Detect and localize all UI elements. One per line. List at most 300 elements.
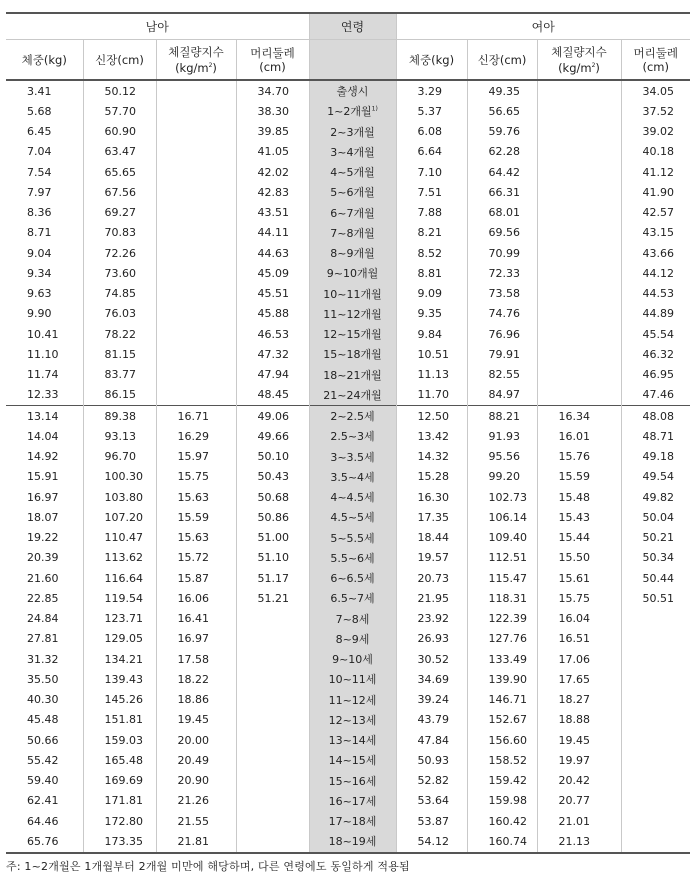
female-bmi-cell: 15.61 — [537, 568, 621, 588]
female-head-circumference-cell: 40.18 — [642, 145, 674, 159]
female-height-header: 신장(cm) — [467, 40, 537, 81]
female-bmi-cell: 20.42 — [537, 771, 621, 791]
table-row — [6, 730, 690, 750]
female-bmi-cell: 20.77 — [537, 791, 621, 811]
age-label: 17~18세 — [328, 815, 377, 829]
female-height-cell: 146.71 — [467, 690, 537, 710]
table-row — [6, 811, 690, 831]
female-bmi-cell — [537, 365, 621, 385]
male-head-circumference-cell: 45.09 — [236, 263, 309, 283]
age-cell — [309, 324, 396, 344]
male-bmi-cell — [156, 101, 236, 121]
male-bmi-cell: 15.75 — [156, 467, 236, 487]
male-head-circumference-cell: 41.05 — [236, 142, 309, 162]
male-weight-cell: 14.04 — [6, 426, 83, 446]
table-row — [6, 122, 690, 142]
age-label: 10~11개월 — [323, 287, 382, 301]
female-head-circumference-cell — [621, 609, 690, 629]
female-weight-cell: 53.64 — [396, 791, 467, 811]
male-height-cell: 123.71 — [83, 609, 156, 629]
female-weight-cell: 19.57 — [396, 548, 467, 568]
female-head-circumference-cell — [621, 750, 690, 770]
male-weight-cell: 59.40 — [6, 771, 83, 791]
male-height-cell: 116.64 — [83, 568, 156, 588]
female-height-cell: 91.93 — [467, 426, 537, 446]
female-weight-cell: 10.51 — [396, 344, 467, 364]
male-weight-cell: 7.04 — [6, 142, 83, 162]
table-row — [6, 162, 690, 182]
male-weight-cell: 7.97 — [6, 182, 83, 202]
age-label: 7~8개월 — [330, 226, 375, 240]
male-bmi-cell: 21.81 — [156, 831, 236, 852]
female-height-cell: 160.74 — [467, 831, 537, 852]
age-cell — [309, 811, 396, 831]
female-weight-cell: 8.81 — [396, 263, 467, 283]
age-label: 2~2.5세 — [330, 410, 375, 424]
age-cell — [309, 447, 396, 467]
male-head-circumference-cell — [236, 649, 309, 669]
male-weight-cell: 7.54 — [6, 162, 83, 182]
age-label: 9~10세 — [332, 653, 373, 667]
female-bmi-cell: 18.27 — [537, 690, 621, 710]
male-head-circumference-cell: 42.02 — [236, 162, 309, 182]
female-bmi-cell: 17.65 — [537, 669, 621, 689]
male-height-cell: 60.90 — [83, 122, 156, 142]
male-bmi-cell: 16.41 — [156, 609, 236, 629]
male-head-circumference-cell — [236, 750, 309, 770]
age-cell — [309, 304, 396, 324]
female-weight-cell: 9.84 — [396, 324, 467, 344]
female-height-cell: 115.47 — [467, 568, 537, 588]
age-cell — [309, 385, 396, 406]
male-weight-cell: 20.39 — [6, 548, 83, 568]
age-label: 1~2개월 — [327, 105, 372, 119]
age-label: 18~19세 — [328, 835, 377, 849]
age-cell — [309, 284, 396, 304]
female-weight-cell: 16.30 — [396, 487, 467, 507]
male-bmi-cell — [156, 344, 236, 364]
female-head-header: 머리둘레 (cm) — [621, 40, 690, 81]
age-cell — [309, 690, 396, 710]
male-bmi-cell — [156, 284, 236, 304]
age-cell — [309, 182, 396, 202]
female-bmi-cell — [537, 223, 621, 243]
age-cell — [309, 629, 396, 649]
age-cell — [309, 649, 396, 669]
male-head-circumference-cell: 45.88 — [236, 304, 309, 324]
female-bmi-cell — [537, 203, 621, 223]
male-height-cell: 69.27 — [83, 203, 156, 223]
male-bmi-cell: 21.55 — [156, 811, 236, 831]
female-weight-cell: 20.73 — [396, 568, 467, 588]
female-weight-cell: 52.82 — [396, 771, 467, 791]
male-head-circumference-cell — [236, 791, 309, 811]
footnote: 주: 1~2개월은 1개월부터 2개월 미만에 해당하며, 다른 연령에도 동일하게 적용됨 — [6, 859, 410, 873]
age-label: 11~12개월 — [323, 307, 382, 321]
female-head-circumference-cell: 49.18 — [642, 450, 674, 464]
male-bmi-cell: 16.06 — [156, 588, 236, 608]
table-row — [6, 609, 690, 629]
age-cell — [309, 487, 396, 507]
male-height-cell: 50.12 — [83, 80, 156, 101]
age-cell — [309, 771, 396, 791]
table-row — [6, 528, 690, 548]
male-bmi-header: 체질량지수 $(kg/m^2)$ — [156, 40, 236, 81]
female-bmi-cell: 18.88 — [537, 710, 621, 730]
female-bmi-cell: 15.75 — [537, 588, 621, 608]
male-height-cell: 57.70 — [83, 101, 156, 121]
male-head-circumference-cell: 39.85 — [236, 122, 309, 142]
female-bmi-cell — [537, 142, 621, 162]
female-height-cell: 112.51 — [467, 548, 537, 568]
female-head-circumference-cell: 46.32 — [642, 347, 674, 361]
female-bmi-cell — [537, 101, 621, 121]
female-weight-cell: 8.21 — [396, 223, 467, 243]
table-row — [6, 263, 690, 283]
female-weight-cell: 34.69 — [396, 669, 467, 689]
female-height-cell: 82.55 — [467, 365, 537, 385]
male-head-circumference-cell: 46.53 — [236, 324, 309, 344]
male-weight-cell: 45.48 — [6, 710, 83, 730]
female-head-circumference-cell: 41.90 — [642, 185, 674, 199]
age-cell — [309, 588, 396, 608]
male-bmi-cell — [156, 243, 236, 263]
female-head-circumference-cell: 41.12 — [642, 165, 674, 179]
table-row — [6, 467, 690, 487]
female-height-cell: 74.76 — [467, 304, 537, 324]
growth-chart-document — [6, 12, 690, 874]
female-bmi-cell: 16.04 — [537, 609, 621, 629]
female-bmi-cell: 16.51 — [537, 629, 621, 649]
male-height-cell: 145.26 — [83, 690, 156, 710]
female-bmi-cell — [537, 284, 621, 304]
male-head-circumference-cell — [236, 710, 309, 730]
male-head-circumference-cell — [236, 771, 309, 791]
female-weight-header: 체중(kg) — [396, 40, 467, 81]
male-height-cell: 89.38 — [83, 406, 156, 427]
female-height-cell: 127.76 — [467, 629, 537, 649]
female-weight-cell: 50.93 — [396, 750, 467, 770]
age-label: 6.5~7세 — [330, 592, 375, 606]
age-label: 4~5개월 — [330, 166, 375, 180]
age-cell — [309, 730, 396, 750]
age-label: 12~15개월 — [323, 328, 382, 342]
female-weight-cell: 6.08 — [396, 122, 467, 142]
male-head-circumference-cell: 44.11 — [236, 223, 309, 243]
female-height-cell: 84.97 — [467, 385, 537, 406]
male-weight-cell: 22.85 — [6, 588, 83, 608]
table-row — [6, 487, 690, 507]
male-head-circumference-cell: 51.17 — [236, 568, 309, 588]
age-label: 3~4개월 — [330, 145, 375, 159]
table-row — [6, 203, 690, 223]
female-bmi-cell — [537, 182, 621, 202]
male-weight-cell: 15.91 — [6, 467, 83, 487]
female-height-cell: 156.60 — [467, 730, 537, 750]
female-height-cell: 56.65 — [467, 101, 537, 121]
male-height-cell: 76.03 — [83, 304, 156, 324]
male-head-circumference-cell: 47.94 — [236, 365, 309, 385]
male-bmi-cell: 16.97 — [156, 629, 236, 649]
table-row — [6, 629, 690, 649]
age-label: 3.5~4세 — [330, 470, 375, 484]
male-height-cell: 172.80 — [83, 811, 156, 831]
male-weight-cell: 64.46 — [6, 811, 83, 831]
male-head-circumference-cell: 51.21 — [236, 588, 309, 608]
female-head-circumference-cell — [621, 791, 690, 811]
age-group-header: 연령 — [309, 13, 396, 40]
male-height-cell: 171.81 — [83, 791, 156, 811]
male-height-cell: 107.20 — [83, 507, 156, 527]
table-row — [6, 101, 690, 121]
male-height-cell: 103.80 — [83, 487, 156, 507]
female-weight-cell: 39.24 — [396, 690, 467, 710]
male-height-cell: 63.47 — [83, 142, 156, 162]
female-bmi-cell: 21.13 — [537, 831, 621, 852]
table-row — [6, 243, 690, 263]
female-head-circumference-cell: 44.53 — [642, 287, 674, 301]
female-head-circumference-cell — [621, 649, 690, 669]
age-label: 14~15세 — [328, 754, 377, 768]
age-cell — [309, 426, 396, 446]
male-height-cell: 86.15 — [83, 385, 156, 406]
male-bmi-cell: 19.45 — [156, 710, 236, 730]
female-bmi-cell — [537, 344, 621, 364]
female-weight-cell: 21.95 — [396, 588, 467, 608]
female-height-cell: 49.35 — [467, 80, 537, 101]
male-head-circumference-cell: 50.43 — [236, 467, 309, 487]
female-head-circumference-cell: 50.51 — [642, 591, 674, 605]
female-head-circumference-cell: 49.54 — [642, 470, 674, 484]
table-row — [6, 588, 690, 608]
male-height-cell: 73.60 — [83, 263, 156, 283]
female-head-circumference-cell — [621, 831, 690, 852]
female-bmi-cell: 15.43 — [537, 507, 621, 527]
female-weight-cell: 5.37 — [396, 101, 467, 121]
male-head-circumference-cell: 45.51 — [236, 284, 309, 304]
age-label: 18~21개월 — [323, 368, 382, 382]
female-weight-cell: 43.79 — [396, 710, 467, 730]
female-weight-cell: 30.52 — [396, 649, 467, 669]
male-bmi-cell: 20.90 — [156, 771, 236, 791]
footnote-marker: 1) — [371, 105, 378, 113]
male-head-circumference-cell: 34.70 — [236, 80, 309, 101]
female-weight-cell: 15.28 — [396, 467, 467, 487]
male-bmi-cell — [156, 304, 236, 324]
female-weight-cell: 3.29 — [396, 80, 467, 101]
male-height-cell: 113.62 — [83, 548, 156, 568]
female-height-cell: 152.67 — [467, 710, 537, 730]
male-weight-cell: 9.90 — [6, 304, 83, 324]
age-cell — [309, 101, 396, 121]
female-weight-cell: 12.50 — [396, 406, 467, 427]
male-weight-header: 체중(kg) — [6, 40, 83, 81]
female-head-circumference-cell — [621, 690, 690, 710]
table-row — [6, 669, 690, 689]
table-row — [6, 284, 690, 304]
female-head-circumference-cell: 42.57 — [642, 206, 674, 220]
age-label: 5~5.5세 — [330, 531, 375, 545]
female-bmi-cell — [537, 122, 621, 142]
age-cell — [309, 750, 396, 770]
male-weight-cell: 10.41 — [6, 324, 83, 344]
male-bmi-cell: 15.59 — [156, 507, 236, 527]
age-cell — [309, 263, 396, 283]
male-bmi-cell — [156, 385, 236, 406]
male-weight-cell: 14.92 — [6, 447, 83, 467]
age-cell — [309, 80, 396, 101]
table-row — [6, 710, 690, 730]
female-head-circumference-cell: 50.34 — [642, 551, 674, 565]
age-label: 21~24개월 — [323, 388, 382, 402]
female-head-circumference-cell: 48.08 — [621, 406, 690, 427]
age-label: 4.5~5세 — [330, 511, 375, 525]
table-row — [6, 324, 690, 344]
male-weight-cell: 3.41 — [6, 80, 83, 101]
male-head-circumference-cell: 49.06 — [236, 406, 309, 427]
male-bmi-cell: 17.58 — [156, 649, 236, 669]
male-bmi-cell: 15.63 — [156, 487, 236, 507]
male-weight-cell: 16.97 — [6, 487, 83, 507]
female-height-cell: 72.33 — [467, 263, 537, 283]
male-height-cell: 93.13 — [83, 426, 156, 446]
age-cell — [309, 669, 396, 689]
male-head-circumference-cell — [236, 690, 309, 710]
female-weight-cell: 26.93 — [396, 629, 467, 649]
male-bmi-cell — [156, 80, 236, 101]
age-label: 5.5~6세 — [330, 551, 375, 565]
female-head-circumference-cell: 48.71 — [642, 429, 674, 443]
female-height-cell: 102.73 — [467, 487, 537, 507]
female-height-cell: 76.96 — [467, 324, 537, 344]
table-row — [6, 649, 690, 669]
male-bmi-cell: 20.00 — [156, 730, 236, 750]
female-bmi-cell — [537, 243, 621, 263]
female-weight-cell: 13.42 — [396, 426, 467, 446]
male-head-circumference-cell — [236, 811, 309, 831]
male-weight-cell: 27.81 — [6, 629, 83, 649]
female-weight-cell: 17.35 — [396, 507, 467, 527]
age-cell — [309, 223, 396, 243]
male-head-circumference-cell: 51.00 — [236, 528, 309, 548]
male-height-header: 신장(cm) — [83, 40, 156, 81]
male-bmi-cell: 16.29 — [156, 426, 236, 446]
table-row — [6, 80, 690, 101]
female-head-circumference-cell: 45.54 — [642, 327, 674, 341]
male-weight-cell: 40.30 — [6, 690, 83, 710]
female-height-cell: 133.49 — [467, 649, 537, 669]
age-cell — [309, 203, 396, 223]
male-head-circumference-cell: 43.51 — [236, 203, 309, 223]
table-row — [6, 447, 690, 467]
age-label: 5~6개월 — [330, 186, 375, 200]
age-subheader-blank — [309, 40, 396, 81]
female-bmi-cell: 15.48 — [537, 487, 621, 507]
female-head-circumference-cell: 50.44 — [642, 571, 674, 585]
age-cell — [309, 467, 396, 487]
female-bmi-cell — [537, 304, 621, 324]
age-label: 3~3.5세 — [330, 450, 375, 464]
age-cell — [309, 609, 396, 629]
age-cell — [309, 243, 396, 263]
age-label: 12~13세 — [328, 713, 377, 727]
age-cell — [309, 406, 396, 427]
table-row — [6, 406, 690, 427]
male-height-cell: 165.48 — [83, 750, 156, 770]
female-height-cell: 159.42 — [467, 771, 537, 791]
male-weight-cell: 65.76 — [6, 831, 83, 852]
female-weight-cell: 7.88 — [396, 203, 467, 223]
male-height-cell: 119.54 — [83, 588, 156, 608]
male-weight-cell: 8.71 — [6, 223, 83, 243]
female-head-circumference-cell: 37.52 — [642, 104, 674, 118]
female-height-cell: 70.99 — [467, 243, 537, 263]
male-bmi-cell — [156, 203, 236, 223]
male-bmi-cell: 15.97 — [156, 447, 236, 467]
age-cell — [309, 142, 396, 162]
table-row — [6, 344, 690, 364]
male-height-cell: 67.56 — [83, 182, 156, 202]
female-head-circumference-cell: 44.12 — [642, 266, 674, 280]
age-label: 8~9세 — [335, 632, 370, 646]
female-bmi-cell — [537, 162, 621, 182]
male-height-cell: 81.15 — [83, 344, 156, 364]
male-height-cell: 72.26 — [83, 243, 156, 263]
male-head-circumference-cell — [236, 629, 309, 649]
female-head-circumference-cell: 39.02 — [642, 125, 674, 139]
female-weight-cell: 14.32 — [396, 447, 467, 467]
female-height-cell: 139.90 — [467, 669, 537, 689]
male-head-circumference-cell: 51.10 — [236, 548, 309, 568]
age-cell — [309, 710, 396, 730]
female-head-circumference-cell: 46.95 — [642, 368, 674, 382]
female-bmi-cell: 16.34 — [537, 406, 621, 427]
male-bmi-cell — [156, 365, 236, 385]
female-weight-cell: 6.64 — [396, 142, 467, 162]
male-head-circumference-cell: 50.10 — [236, 447, 309, 467]
male-bmi-cell: 18.86 — [156, 690, 236, 710]
female-weight-cell: 9.35 — [396, 304, 467, 324]
table-row — [6, 365, 690, 385]
age-label: 8~9개월 — [330, 247, 375, 261]
male-height-cell: 78.22 — [83, 324, 156, 344]
table-row — [6, 831, 690, 852]
female-height-cell: 79.91 — [467, 344, 537, 364]
female-bmi-cell — [537, 80, 621, 101]
male-height-cell: 110.47 — [83, 528, 156, 548]
age-cell — [309, 831, 396, 852]
table-row — [6, 304, 690, 324]
table-row — [6, 182, 690, 202]
female-head-circumference-cell — [621, 629, 690, 649]
male-weight-cell: 24.84 — [6, 609, 83, 629]
male-weight-cell: 50.66 — [6, 730, 83, 750]
female-head-circumference-cell — [621, 669, 690, 689]
female-weight-cell: 23.92 — [396, 609, 467, 629]
age-cell — [309, 548, 396, 568]
male-weight-cell: 9.63 — [6, 284, 83, 304]
female-weight-cell: 47.84 — [396, 730, 467, 750]
age-label: 출생시 — [336, 85, 369, 99]
age-cell — [309, 791, 396, 811]
female-height-cell: 66.31 — [467, 182, 537, 202]
female-group-header: 여아 — [396, 13, 690, 40]
female-weight-cell: 18.44 — [396, 528, 467, 548]
male-weight-cell: 13.14 — [6, 406, 83, 427]
female-head-circumference-cell: 50.04 — [642, 510, 674, 524]
age-label: 15~18개월 — [323, 348, 382, 362]
male-weight-cell: 19.22 — [6, 528, 83, 548]
